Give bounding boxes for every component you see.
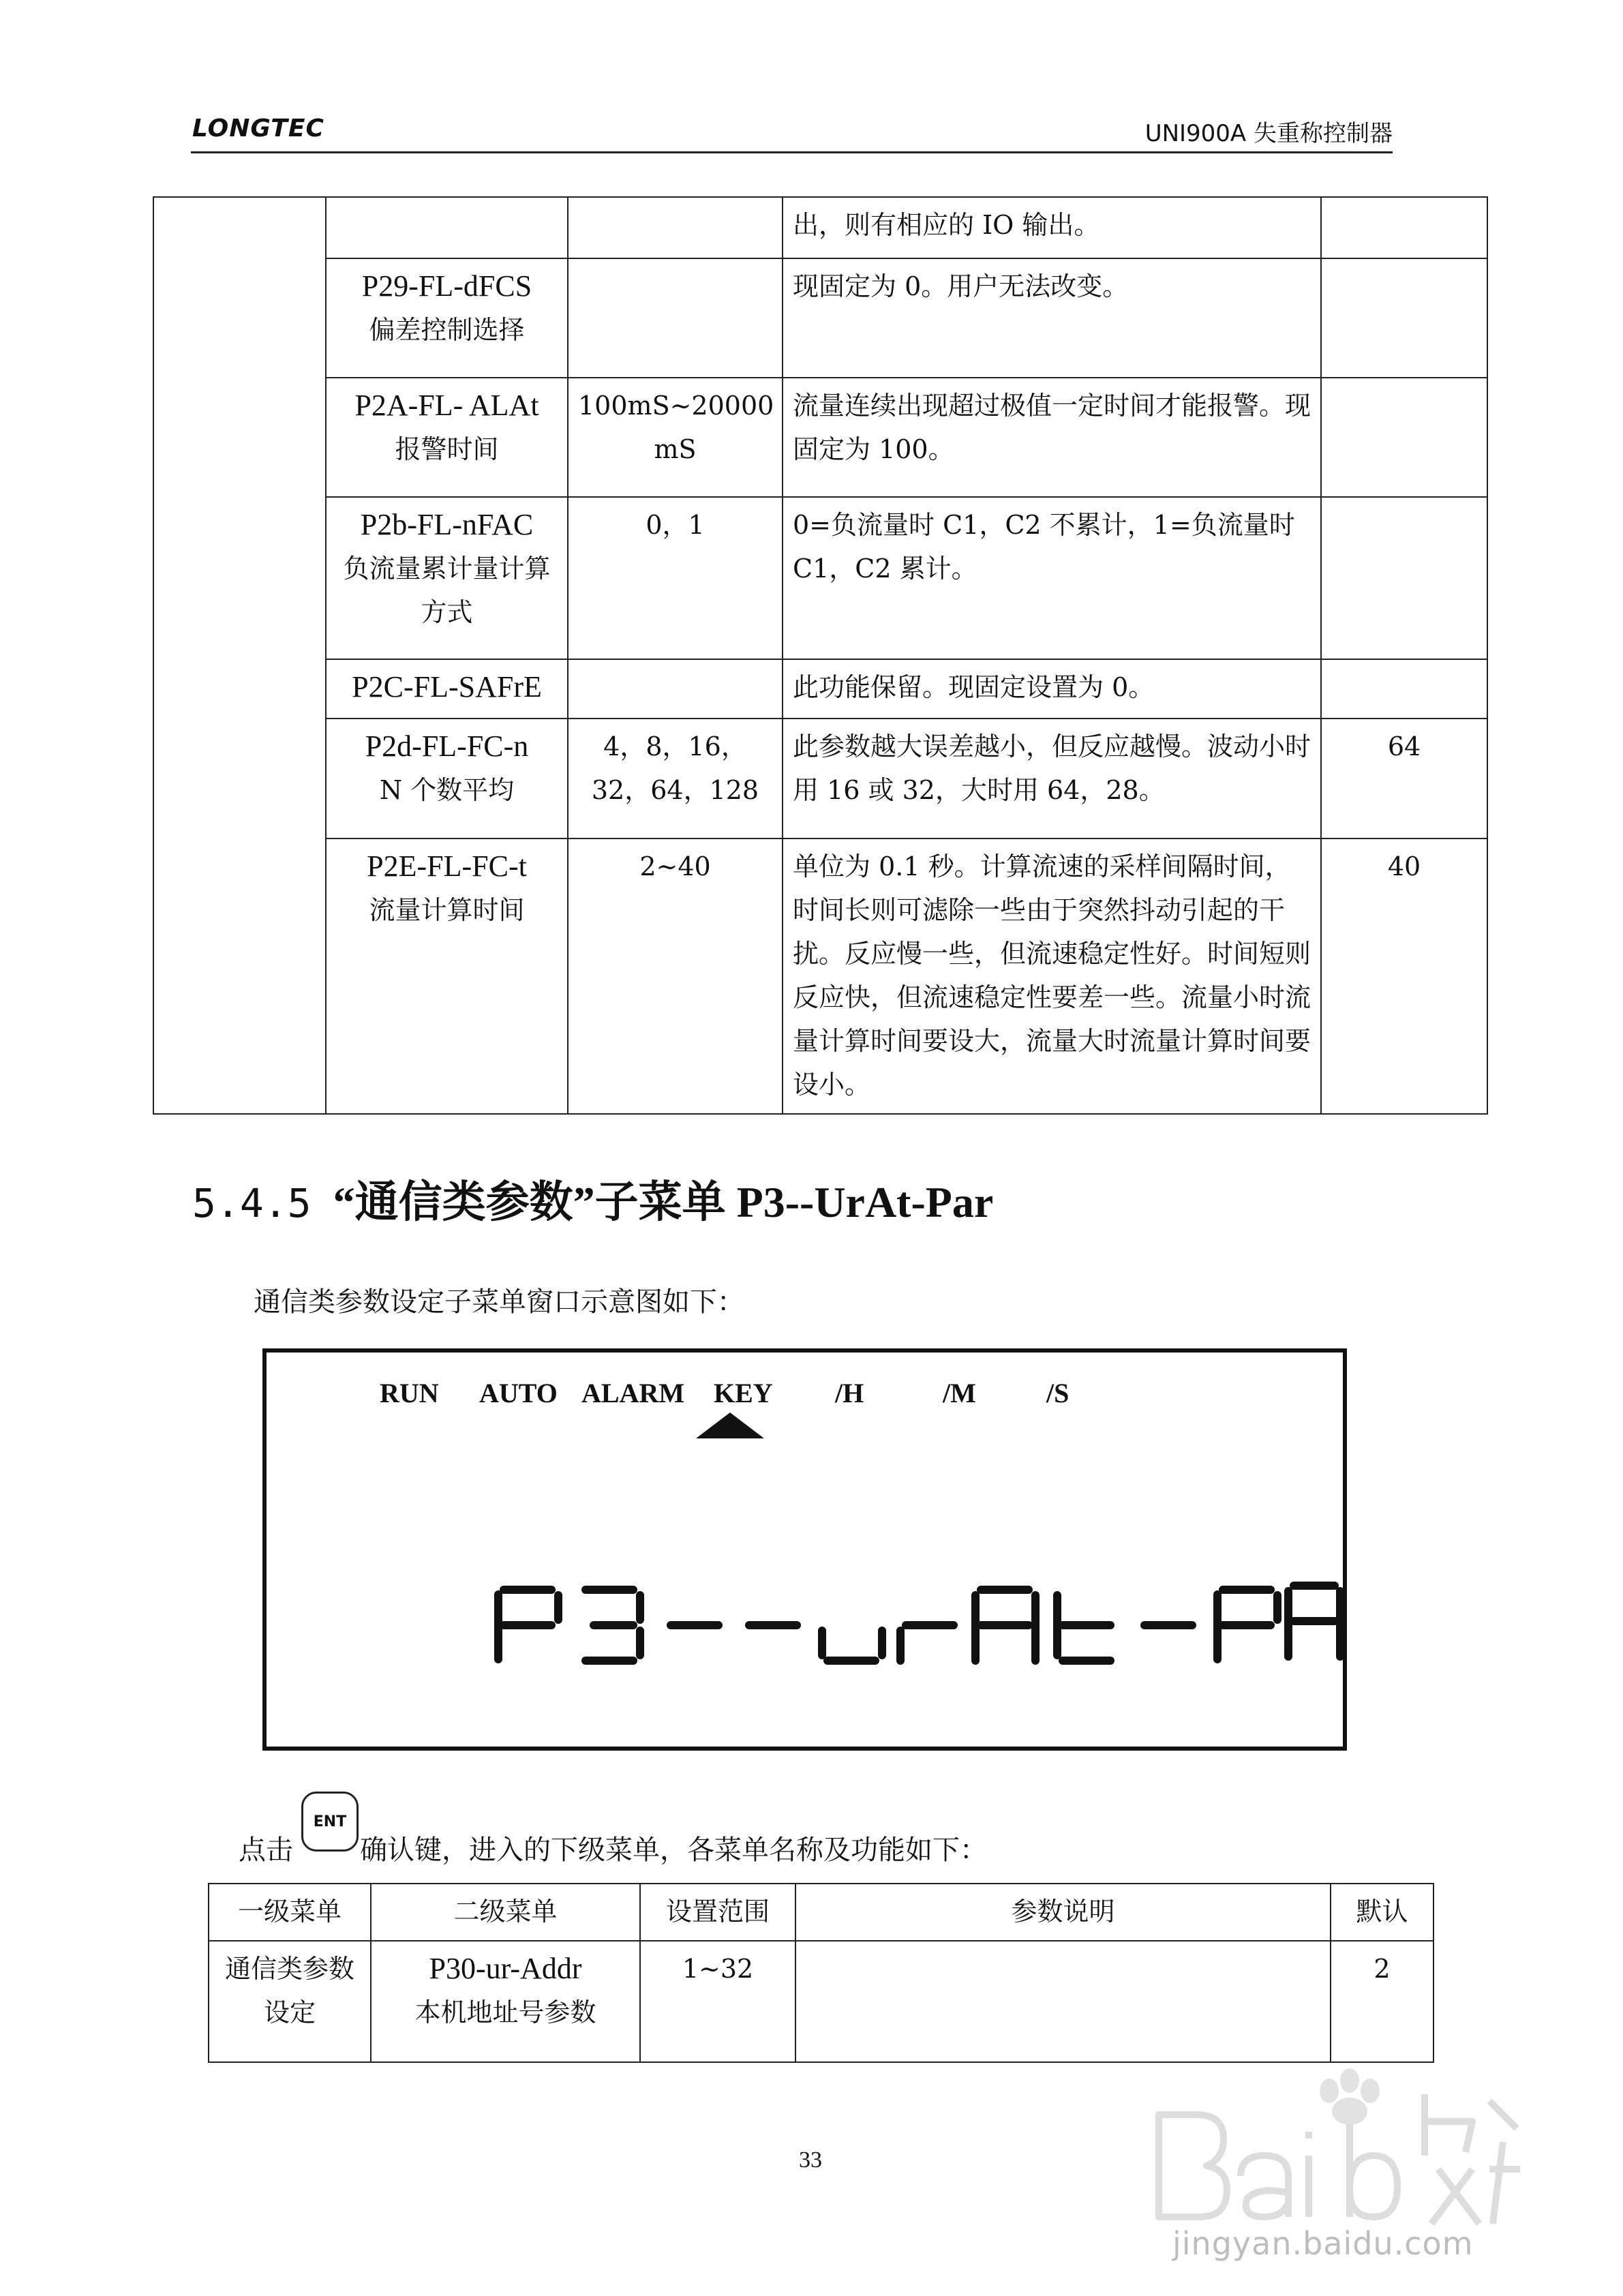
section-title: “通信类参数”子菜单 P3--UrAt-Par: [333, 1178, 994, 1226]
indicator-minute: /M: [943, 1378, 976, 1408]
table-row: [153, 659, 1487, 719]
indicator-key: KEY: [714, 1378, 773, 1408]
note-cell: 流量连续出现超过极值一定时间才能报警。现固定为 100。: [783, 378, 1321, 497]
indicator-run: RUN: [380, 1378, 439, 1408]
param-cell: P29-FL-dFCS 偏差控制选择: [326, 258, 568, 378]
intro-text: 通信类参数设定子菜单窗口示意图如下：: [254, 1286, 744, 1318]
table-row: [209, 1941, 1434, 2062]
header-default: 默认: [1331, 1884, 1434, 1941]
param-cell: P2C-FL-SAFrE: [326, 659, 568, 719]
level1-cell: [153, 197, 326, 1114]
default-cell: [1321, 378, 1487, 497]
range-cell: 2~40: [568, 839, 783, 1114]
default-cell: 40: [1321, 839, 1487, 1114]
indicator-alarm: ALARM: [581, 1378, 685, 1408]
instruction-suffix: 确认键，进入的下级菜单，各菜单名称及功能如下：: [360, 1834, 987, 1866]
default-cell: 2: [1331, 1941, 1434, 2062]
header-level1: 一级菜单: [209, 1884, 371, 1941]
range-cell: 1~32: [640, 1941, 795, 2062]
param-cell: P2E-FL-FC-t 流量计算时间: [326, 839, 568, 1114]
default-cell: 64: [1321, 719, 1487, 839]
indicator-hour: /H: [835, 1378, 864, 1408]
note-cell: 出，则有相应的 IO 输出。: [783, 197, 1321, 258]
watermark-url: jingyan.baidu.com: [1172, 2225, 1474, 2262]
param-cell: P2d-FL-FC-n N 个数平均: [326, 719, 568, 839]
table-header-row: [209, 1884, 1434, 1941]
header-title: UNI900A 失重称控制器: [1144, 120, 1393, 147]
header-brand: LONGTEC: [192, 115, 324, 142]
indicator-second: /S: [1046, 1378, 1070, 1408]
range-cell: 4，8，16，32，64，128: [568, 719, 783, 839]
instruction-prefix: 点击: [239, 1834, 293, 1866]
section-heading: [192, 1167, 993, 1230]
param-cell: [326, 197, 568, 258]
param-cell: P2A-FL- ALAt 报警时间: [326, 378, 568, 497]
table-row: [153, 258, 1487, 378]
header-divider: [191, 151, 1393, 153]
table-row: [153, 497, 1487, 659]
ent-key-icon: ENT: [301, 1792, 359, 1852]
header-level2: 二级菜单: [371, 1884, 640, 1941]
parameter-table-top: [153, 196, 1488, 1115]
parameter-table-bottom: [208, 1883, 1434, 2063]
note-cell: [795, 1941, 1331, 2062]
note-cell: 单位为 0.1 秒。计算流速的采样间隔时间，时间长则可滤除一些由于突然抖动引起的干扰。反应慢一些，但流速稳定性好。时间短则反应快，但流速稳定性要差一些。流量小时流量计算时间要设大，流量大时流量计算时间要设小。: [783, 839, 1321, 1114]
note-cell: 此功能保留。现固定设置为 0。: [783, 659, 1321, 719]
range-cell: 0，1: [568, 497, 783, 659]
range-cell: [568, 659, 783, 719]
table-row: [153, 197, 1487, 258]
note-cell: 此参数越大误差越小，但反应越慢。波动小时用 16 或 32，大时用 64，28。: [783, 719, 1321, 839]
header-description: 参数说明: [795, 1884, 1331, 1941]
level1-cell: 通信类参数设定: [209, 1941, 371, 2062]
segment-char-a: [1288, 1586, 1340, 1657]
param-cell: P2b-FL-nFAC 负流量累计量计算方式: [326, 497, 568, 659]
default-cell: [1321, 258, 1487, 378]
note-cell: 现固定为 0。用户无法改变。: [783, 258, 1321, 378]
default-cell: [1321, 659, 1487, 719]
range-cell: 100mS~20000 mS: [568, 378, 783, 497]
enter-instruction: [239, 1792, 1466, 1867]
default-cell: [1321, 197, 1487, 258]
page-number: 33: [799, 2147, 822, 2173]
table-row: [153, 719, 1487, 839]
seven-segment-readout-tail: [262, 1348, 1347, 1751]
table-row: [153, 378, 1487, 497]
table-row: [153, 839, 1487, 1114]
range-cell: [568, 197, 783, 258]
indicator-auto: AUTO: [479, 1378, 558, 1408]
range-cell: [568, 258, 783, 378]
note-cell: 0=负流量时 C1，C2 不累计，1=负流量时 C1，C2 累计。: [783, 497, 1321, 659]
section-number: 5.4.5: [192, 1180, 312, 1226]
default-cell: [1321, 497, 1487, 659]
header-range: 设置范围: [640, 1884, 795, 1941]
param-cell: P30-ur-Addr 本机地址号参数: [371, 1941, 640, 2062]
